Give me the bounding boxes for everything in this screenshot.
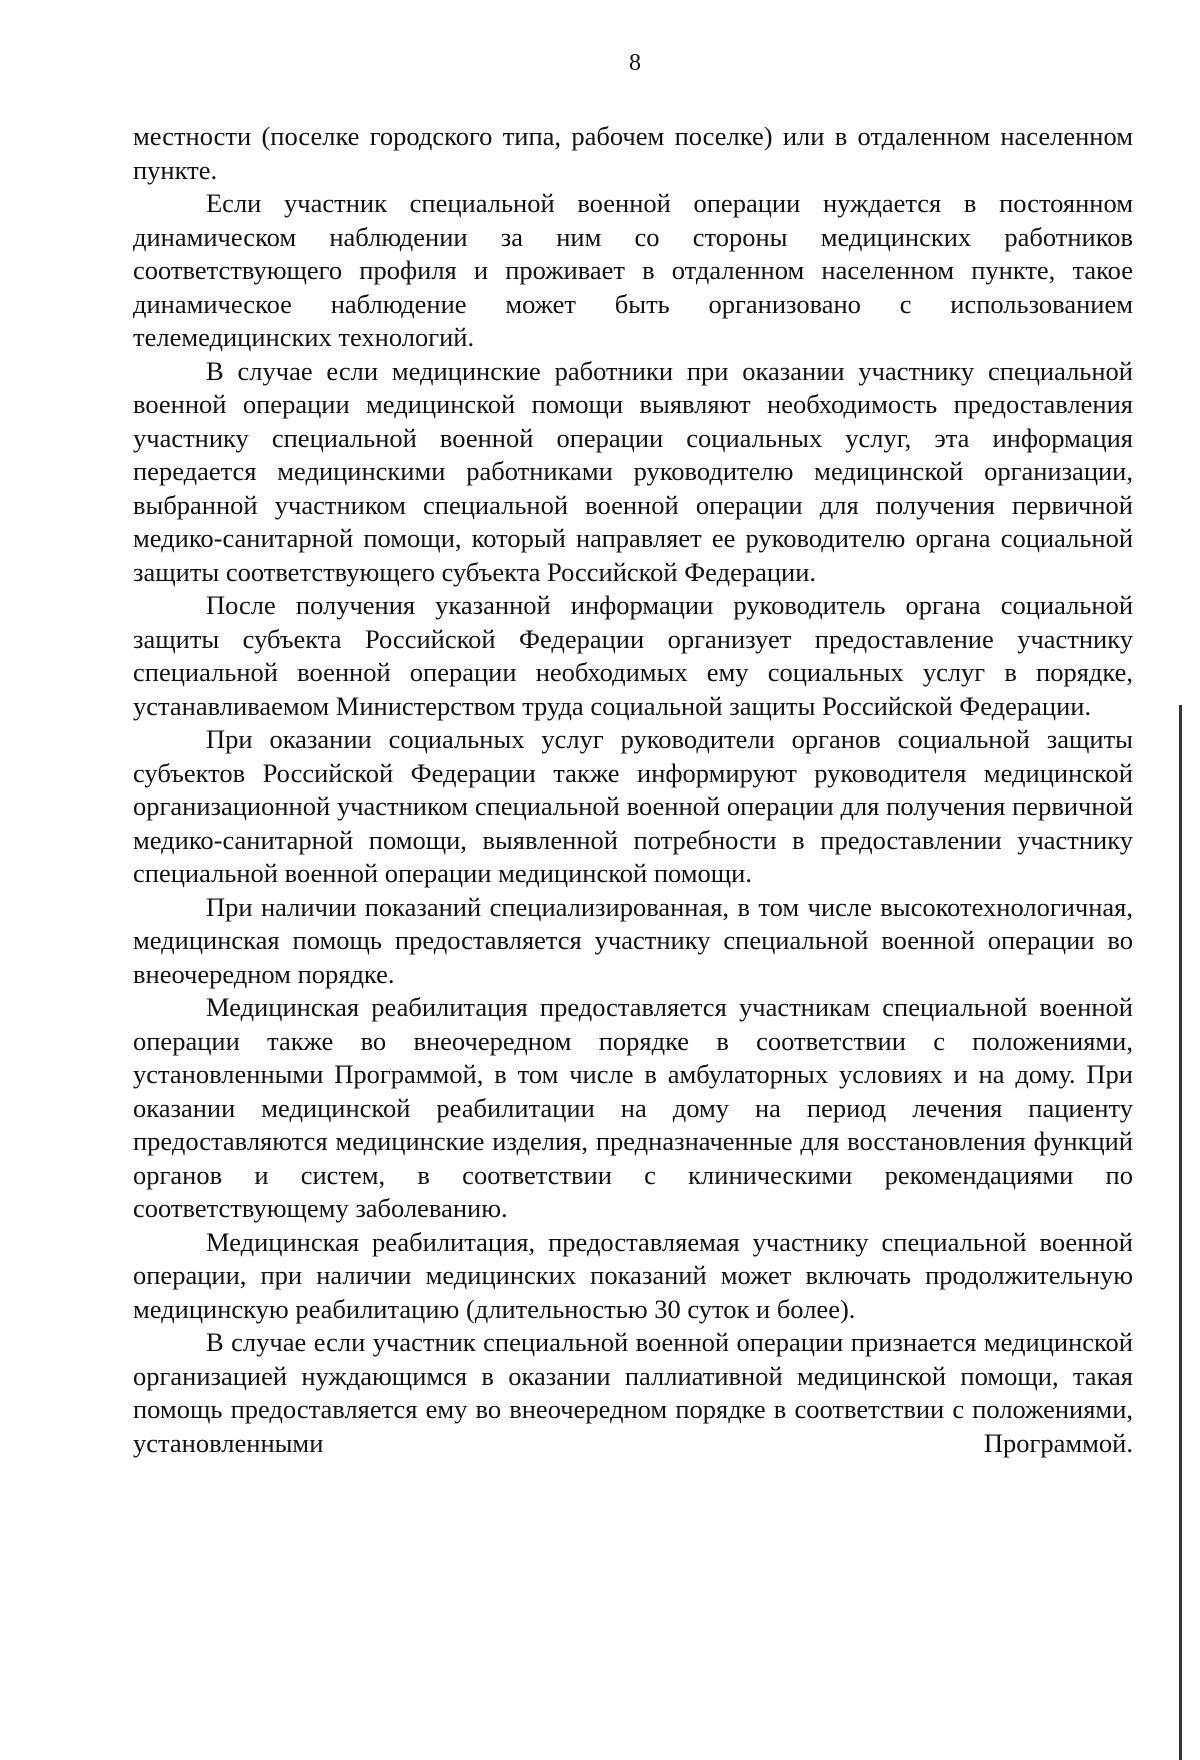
paragraph: В случае если медицинские работники при оказании участнику специальной военной операции медицинской помощи выявляют необходимость предоставления участнику специальной военной операции социальных услуг, эта информация передается медицинскими работниками руководителю медицинской организации, выбранной участником специальной военной операции для получения первичной медико-санитарной помощи, который направляет ее руководителю органа социальной защиты соответствующего субъекта Российской Федерации. [133,355,1133,587]
page-number: 8 [629,50,641,76]
paragraph: Медицинская реабилитация, предоставляемая участнику специальной военной операции, при наличии медицинских показаний может включать продолжительную медицинскую реабилитацию (длительностью 30 суток и более). [133,1226,1133,1324]
paragraph: В случае если участник специальной военной операции признается медицинской организацией нуждающимся в оказании паллиативной медицинской помощи, такая помощь предоставляется ему во внеочередном порядке в соответствии с положениями, установленными Программой. [133,1327,1133,1458]
document-body [133,120,1133,1460]
paragraph: Медицинская реабилитация предоставляется участникам специальной военной операции также во внеочередном порядке в соответствии с положениями, установленными Программой, в том числе в амбулаторных условиях и на дому. При оказании медицинской реабилитации на дому на период лечения пациенту предоставляются медицинские изделия, предназначенные для восстановления функций органов и систем, в соответствии с клиническими рекомендациями по соответствующему заболеванию. [133,992,1133,1223]
scan-edge-line [1179,705,1182,1760]
paragraph: При наличии показаний специализированная, в том числе высокотехнологичная, медицинская помощь предоставляется участнику специальной военной операции во внеочередном порядке. [133,891,1133,989]
paragraph: При оказании социальных услуг руководители органов социальной защиты субъектов Российской Федерации также информируют руководителя медицинской организационной участником специальной военной операции для получения первичной медико-санитарной помощи, выявленной потребности в предоставлении участнику специальной военной операции медицинской помощи. [133,724,1133,888]
paragraph: местности (поселке городского типа, рабочем поселке) или в отдаленном населенном пункте. [133,121,1133,185]
paragraph: Если участник специальной военной операции нуждается в постоянном динамическом наблюдении за ним со стороны медицинских работников соответствующего профиля и проживает в отдаленном населенном пункте, такое динамическое наблюдение может быть организовано с использованием телемедицинских технологий. [133,188,1133,352]
paragraph: После получения указанной информации руководитель органа социальной защиты субъекта Российской Федерации организует предоставление участнику специальной военной операции необходимых ему социальных услуг в порядке, устанавливаемом Министерством труда социальной защиты Российской Федерации. [133,590,1133,721]
